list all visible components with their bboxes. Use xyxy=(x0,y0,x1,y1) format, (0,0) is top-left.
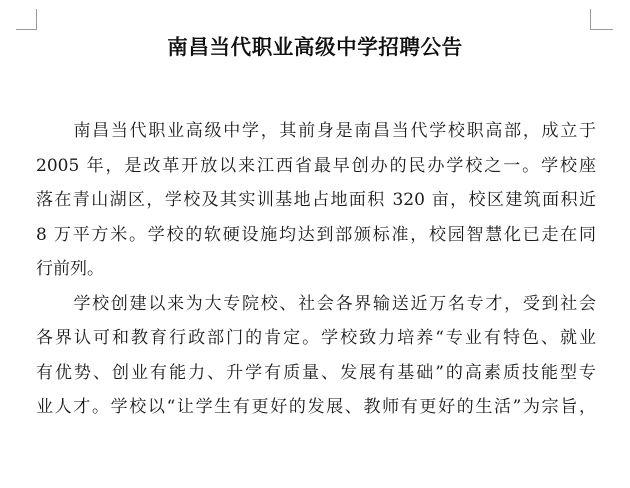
paragraph-2-line-4: 业人才。学校以“让学生有更好的发展、教师有更好的生活”为宗旨， xyxy=(36,397,596,417)
paragraph-2-line-1: 学校创建以来为大专院校、社会各界输送近万名专才，受到社会 xyxy=(36,293,596,314)
paragraph-1-line-5: 行前列。 xyxy=(36,259,104,279)
crop-mark-top-right xyxy=(590,9,613,30)
document-title: 南昌当代职业高级中学招聘公告 xyxy=(167,35,463,59)
paragraph-1-line-4: 8 万平方米。学校的软硬设施均达到部颁标准，校园智慧化已走在同 xyxy=(36,224,596,245)
crop-mark-top-left xyxy=(16,9,37,30)
paragraph-1-line-1: 南昌当代职业高级中学，其前身是南昌当代学校职高部，成立于 xyxy=(36,121,596,141)
paragraph-1-line-2: 2005 年，是改革开放以来江西省最早创办的民办学校之一。学校座 xyxy=(36,155,596,176)
paragraph-2-line-3: 有优势、创业有能力、升学有质量、发展有基础”的高素质技能型专 xyxy=(36,362,596,383)
paragraph-1-line-3: 落在青山湖区，学校及其实训基地占地面积 320 亩，校区建筑面积近 xyxy=(36,190,596,210)
paragraph-2-line-2: 各界认可和教育行政部门的肯定。学校致力培养“专业有特色、就业 xyxy=(36,328,596,348)
document-body xyxy=(36,114,596,425)
